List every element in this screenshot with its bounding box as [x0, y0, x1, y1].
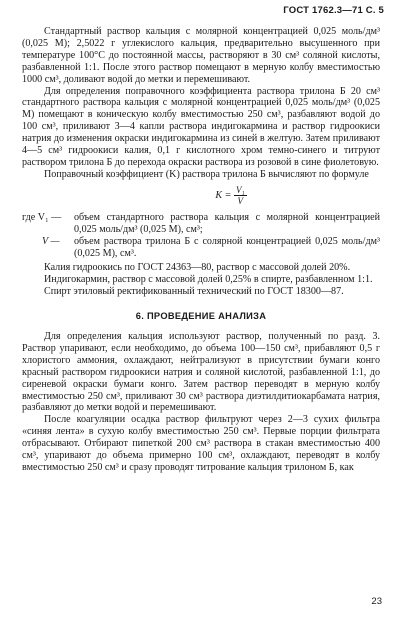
document-header: ГОСТ 1762.3—71 С. 5	[283, 5, 384, 16]
paragraph-standard-solution: Стандартный раствор кальция с молярной концентрацией 0,025 моль/дм³ (0,025 М); 2,5022 г углекислого кальция, предварительно высушенного при температуре 100°С до постоянной массы, растворяют в 30 см³ соляной кислоты, разбавленной 1:1. После этого раствор помещают в мерную колбу вместимостью 1000 см³, доливают водой до метки и перемешивают.	[22, 26, 380, 85]
paragraph-analysis-2: После коагуляции осадка раствор фильтруют через 2—3 сухих фильтра «синяя лента» в сухую колбу вместимостью 250 см³. Первые порции фильтрата отбрасывают. Отбирают пипеткой 200 см³ раствора в стакан вместимостью 400 см³, упаривают до объема примерно 100 см³, охлаждают, переводят в колбу вместимостью 250 см³ и сразу проводят титрование кальция трилоном Б, как	[22, 414, 380, 473]
paragraph-analysis-1: Для определения кальция используют раствор, полученный по разд. 3. Раствор упаривают, если необходимо, до объема 100—150 см³, прибавляют 0,5 г хлористого аммония, охлаждают, нейтрализуют в присутствии бумаги конго красный раствором гидроокиси натрия и соляной кислотой, разбавленной 1:1, до сиреневой окраски бумаги конго. Затем раствор переводят в мерную колбу вместимостью 250 см³, приливают 30 см³ раствора диэтилдитиокарбамата натрия, разбавляют до метки водой и перемешивают.	[22, 331, 380, 414]
formula-denominator: V	[237, 195, 244, 206]
paragraph-indigocarmine: Индигокармин, раствор с массовой долей 0,25% в спирте, разбавленном 1:1.	[44, 274, 373, 286]
paragraph-correction-procedure: Для определения поправочного коэффициента раствора трилона Б 20 см³ стандартного раствора кальция с молярной концентрацией 0,025 моль/дм³ (0,025 М) помещают в коническую колбу вместимостью 250 см³, разбавляют водой до 100 см³, приливают 3—4 капли раствора индигокармина и раствор гидроокиси натрия до изменения окраски индигокармина из синей в желтую. Затем приливают 4—5 см³ гидроокиси калия, 0,1 г кислотного хром темно-синего и титруют раствором трилона Б до перехода окраски раствора из розовой в сине фиолетовую.	[22, 85, 380, 168]
formula	[82, 185, 380, 207]
formula-lhs: K =	[215, 189, 232, 201]
section-title: 6. ПРОВЕДЕНИЕ АНАЛИЗА	[135, 311, 267, 322]
paragraph-potassium-hydroxide: Калия гидроокись по ГОСТ 24363—80, раствор с массовой долей 20%.	[44, 262, 351, 274]
paragraph-ethanol: Спирт этиловый ректификованный технический по ГОСТ 18300—87.	[44, 286, 344, 298]
definition-v	[22, 236, 380, 260]
formula-numerator: V₁	[235, 184, 245, 195]
definition-term: где V₁ —	[22, 211, 62, 223]
definition-v1	[22, 212, 380, 236]
page-number: 23	[371, 596, 382, 607]
document-body	[22, 26, 380, 474]
definition-text: объем раствора трилона Б с солярной концентрацией 0,025 моль/дм³ (0,025 М), см³.	[74, 235, 380, 259]
paragraph-formula-intro: Поправочный коэффициент (K) раствора трилона Б вычисляют по формуле	[44, 168, 369, 180]
definition-text: объем стандартного раствора кальция с молярной концентрацией 0,025 моль/дм³ (0,025 М), см³;	[74, 211, 380, 235]
formula-fraction	[234, 185, 247, 206]
definition-term: V —	[42, 235, 60, 247]
